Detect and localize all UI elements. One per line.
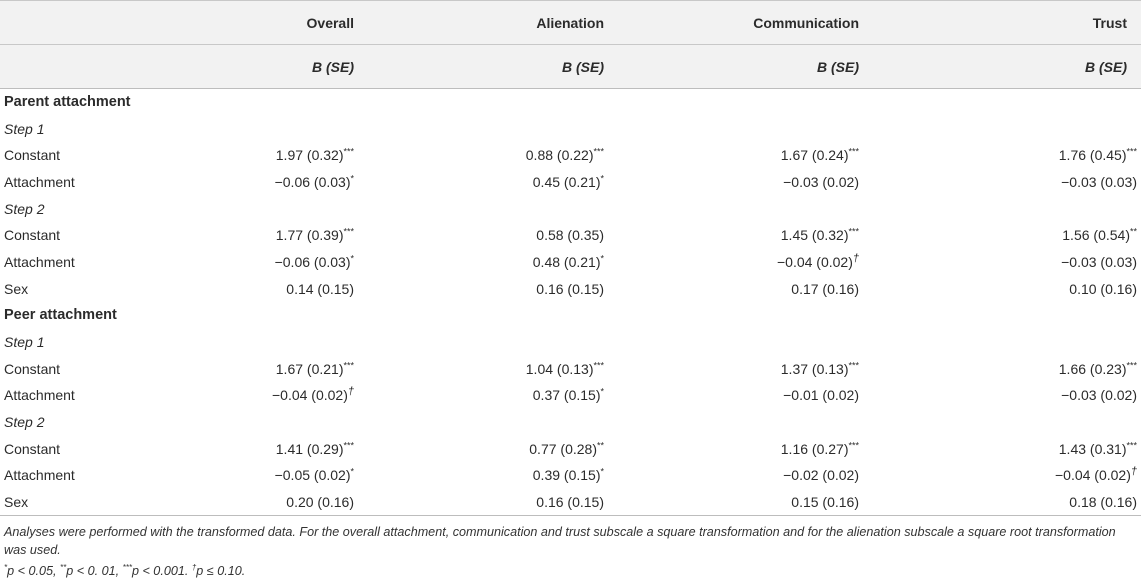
coefficient-cell: [885, 355, 1141, 382]
footnote-significance-text: p ≤ 0.10.: [196, 564, 246, 579]
significance-marker: *: [600, 466, 604, 477]
coefficient-cell: [380, 382, 630, 409]
step-label-row: [0, 329, 1141, 356]
footnote-marker: **: [60, 563, 67, 572]
footnote-marker: †: [191, 563, 197, 572]
significance-marker: *: [600, 173, 604, 184]
coefficient-value: 1.45 (0.32): [780, 227, 849, 244]
row-label: Sex: [4, 493, 29, 510]
coefficient-value: 1.66 (0.23): [1058, 360, 1127, 377]
header-blank: [0, 1, 190, 45]
significance-marker: ***: [1126, 440, 1137, 451]
coefficient-value: 1.77 (0.39): [275, 227, 344, 244]
coefficient-cell: [380, 355, 630, 382]
table-header: [0, 1, 1141, 89]
coefficient-value: 1.97 (0.32): [275, 147, 344, 164]
coefficient-cell: [190, 489, 380, 516]
row-label: Constant: [4, 227, 61, 244]
coefficient-value: 1.37 (0.13): [780, 360, 849, 377]
coefficient-cell: [190, 462, 380, 489]
coefficient-cell: [190, 249, 380, 276]
row-label: Constant: [4, 440, 61, 457]
step-label-row: [0, 409, 1141, 436]
coefficient-cell: [190, 275, 380, 302]
coefficient-value: 0.77 (0.28): [529, 440, 597, 457]
significance-marker: †: [1130, 465, 1137, 478]
coefficient-cell: [630, 489, 885, 516]
significance-marker: ***: [593, 360, 604, 371]
table-row: [0, 489, 1141, 516]
coefficient-value: 0.16 (0.15): [536, 280, 604, 297]
coefficient-cell: [885, 435, 1141, 462]
step-label-row: [0, 115, 1141, 142]
coefficient-cell: [190, 169, 380, 196]
footnote-marker: ***: [122, 563, 132, 572]
coefficient-cell: [630, 169, 885, 196]
coefficient-value: −0.06 (0.03): [274, 253, 351, 270]
coefficient-value: 0.14 (0.15): [286, 280, 354, 297]
coefficient-cell: [190, 382, 380, 409]
coefficient-cell: [630, 355, 885, 382]
coefficient-value: −0.05 (0.02): [274, 467, 351, 484]
section-header-row: [0, 89, 1141, 116]
significance-marker: ***: [848, 226, 859, 237]
stat-label-blank: [0, 45, 190, 89]
table-row: [0, 275, 1141, 302]
step-label: Step 2: [4, 414, 45, 431]
table-row: [0, 222, 1141, 249]
coefficient-value: 1.16 (0.27): [780, 440, 849, 457]
footnote-significance-text: p < 0.001.: [131, 564, 192, 579]
significance-marker: *: [600, 386, 604, 397]
coefficient-value: 1.76 (0.45): [1058, 147, 1127, 164]
significance-marker: *: [350, 466, 354, 477]
header-overall: Overall: [306, 14, 354, 31]
coefficient-value: 0.88 (0.22): [525, 147, 594, 164]
coefficient-cell: [630, 435, 885, 462]
column-header-row: [0, 1, 1141, 45]
coefficient-value: 0.39 (0.15): [532, 467, 601, 484]
coefficient-value: 0.10 (0.16): [1069, 280, 1137, 297]
coefficient-value: 0.45 (0.21): [532, 173, 601, 190]
coefficient-value: 0.58 (0.35): [536, 227, 604, 244]
table-row: [0, 355, 1141, 382]
coefficient-value: 1.04 (0.13): [525, 360, 594, 377]
coefficient-value: −0.03 (0.02): [783, 173, 859, 190]
footnote-significance-text: p < 0. 01,: [66, 564, 123, 579]
row-label: Sex: [4, 280, 29, 297]
significance-marker: †: [347, 385, 354, 398]
coefficient-value: −0.04 (0.02): [1054, 467, 1131, 484]
coefficient-cell: [190, 355, 380, 382]
coefficient-value: 0.15 (0.16): [791, 493, 859, 510]
significance-marker: ***: [1126, 146, 1137, 157]
coefficient-value: 0.37 (0.15): [532, 387, 601, 404]
coefficient-value: 1.41 (0.29): [275, 440, 344, 457]
coefficient-cell: [190, 222, 380, 249]
significance-marker: ***: [343, 146, 354, 157]
row-label: Constant: [4, 147, 61, 164]
significance-marker: ***: [343, 226, 354, 237]
coefficient-value: −0.03 (0.03): [1061, 173, 1137, 190]
footnote-marker: *: [4, 563, 8, 572]
coefficient-value: −0.02 (0.02): [783, 467, 859, 484]
coefficient-cell: [885, 275, 1141, 302]
table-footnotes: [4, 523, 1139, 580]
significance-marker: **: [1129, 226, 1137, 237]
coefficient-cell: [630, 462, 885, 489]
significance-marker: ***: [848, 146, 859, 157]
significance-marker: ***: [1126, 360, 1137, 371]
coefficient-cell: [380, 249, 630, 276]
significance-marker: *: [350, 253, 354, 264]
section-title: Parent attachment: [4, 94, 131, 111]
stat-label-row: [0, 45, 1141, 89]
coefficient-value: 1.67 (0.24): [780, 147, 849, 164]
row-label: Attachment: [4, 253, 75, 270]
coefficient-value: 0.20 (0.16): [286, 493, 354, 510]
significance-marker: *: [600, 253, 604, 264]
stat-label-alienation: B (SE): [562, 58, 604, 75]
footnote-note: Analyses were performed with the transformed data. For the overall attachment, communication and trust subscale a square transformation and for the alienation subscale a square root transformation was used.: [4, 525, 1116, 557]
coefficient-cell: [885, 462, 1141, 489]
significance-marker: **: [596, 440, 604, 451]
section-header-row: [0, 302, 1141, 329]
table-row: [0, 142, 1141, 169]
step-label: Step 1: [4, 334, 45, 351]
coefficient-cell: [380, 435, 630, 462]
coefficient-cell: [885, 249, 1141, 276]
coefficient-cell: [380, 489, 630, 516]
coefficient-value: 1.43 (0.31): [1058, 440, 1127, 457]
step-label: Step 1: [4, 120, 45, 137]
coefficient-value: 0.18 (0.16): [1069, 493, 1137, 510]
coefficient-cell: [380, 462, 630, 489]
coefficient-value: 1.56 (0.54): [1062, 227, 1130, 244]
coefficient-value: 0.17 (0.16): [791, 280, 859, 297]
coefficient-value: −0.04 (0.02): [271, 387, 348, 404]
significance-marker: ***: [343, 360, 354, 371]
row-label: Constant: [4, 360, 61, 377]
header-trust: Trust: [1092, 14, 1127, 31]
step-label-row: [0, 195, 1141, 222]
stat-label-trust: B (SE): [1085, 58, 1127, 75]
stat-label-overall: B (SE): [312, 58, 354, 75]
coefficient-value: 0.16 (0.15): [536, 493, 604, 510]
step-label: Step 2: [4, 200, 45, 217]
footnote-significance-text: p < 0.05,: [7, 564, 60, 579]
coefficient-cell: [885, 222, 1141, 249]
coefficient-cell: [885, 382, 1141, 409]
coefficient-value: −0.04 (0.02): [776, 253, 853, 270]
coefficient-cell: [380, 222, 630, 249]
coefficient-value: −0.06 (0.03): [274, 173, 351, 190]
coefficient-cell: [380, 275, 630, 302]
table-row: [0, 435, 1141, 462]
coefficient-cell: [190, 142, 380, 169]
significance-marker: ***: [343, 440, 354, 451]
significance-marker: ***: [848, 440, 859, 451]
significance-marker: *: [350, 173, 354, 184]
coefficient-cell: [885, 142, 1141, 169]
coefficient-cell: [380, 142, 630, 169]
table-row: [0, 382, 1141, 409]
stat-label-communication: B (SE): [817, 58, 859, 75]
footnote-significance: [4, 559, 1139, 580]
coefficient-cell: [885, 169, 1141, 196]
table-row: [0, 462, 1141, 489]
coefficient-cell: [630, 275, 885, 302]
coefficient-cell: [630, 142, 885, 169]
coefficient-value: −0.01 (0.02): [783, 387, 859, 404]
coefficient-cell: [190, 435, 380, 462]
row-label: Attachment: [4, 467, 75, 484]
coefficient-value: 1.67 (0.21): [275, 360, 344, 377]
header-communication: Communication: [753, 14, 859, 31]
coefficient-cell: [630, 382, 885, 409]
table-row: [0, 169, 1141, 196]
significance-marker: †: [852, 252, 859, 265]
coefficient-value: 0.48 (0.21): [532, 253, 601, 270]
table-body: [0, 89, 1141, 516]
coefficient-cell: [630, 222, 885, 249]
row-label: Attachment: [4, 173, 75, 190]
coefficient-value: −0.03 (0.02): [1061, 387, 1137, 404]
section-title: Peer attachment: [4, 307, 117, 324]
coefficient-cell: [630, 249, 885, 276]
coefficient-cell: [885, 489, 1141, 516]
row-label: Attachment: [4, 387, 75, 404]
coefficient-cell: [380, 169, 630, 196]
significance-marker: ***: [593, 146, 604, 157]
header-alienation: Alienation: [536, 14, 604, 31]
significance-marker: ***: [848, 360, 859, 371]
coefficient-value: −0.03 (0.03): [1061, 253, 1137, 270]
table-row: [0, 249, 1141, 276]
